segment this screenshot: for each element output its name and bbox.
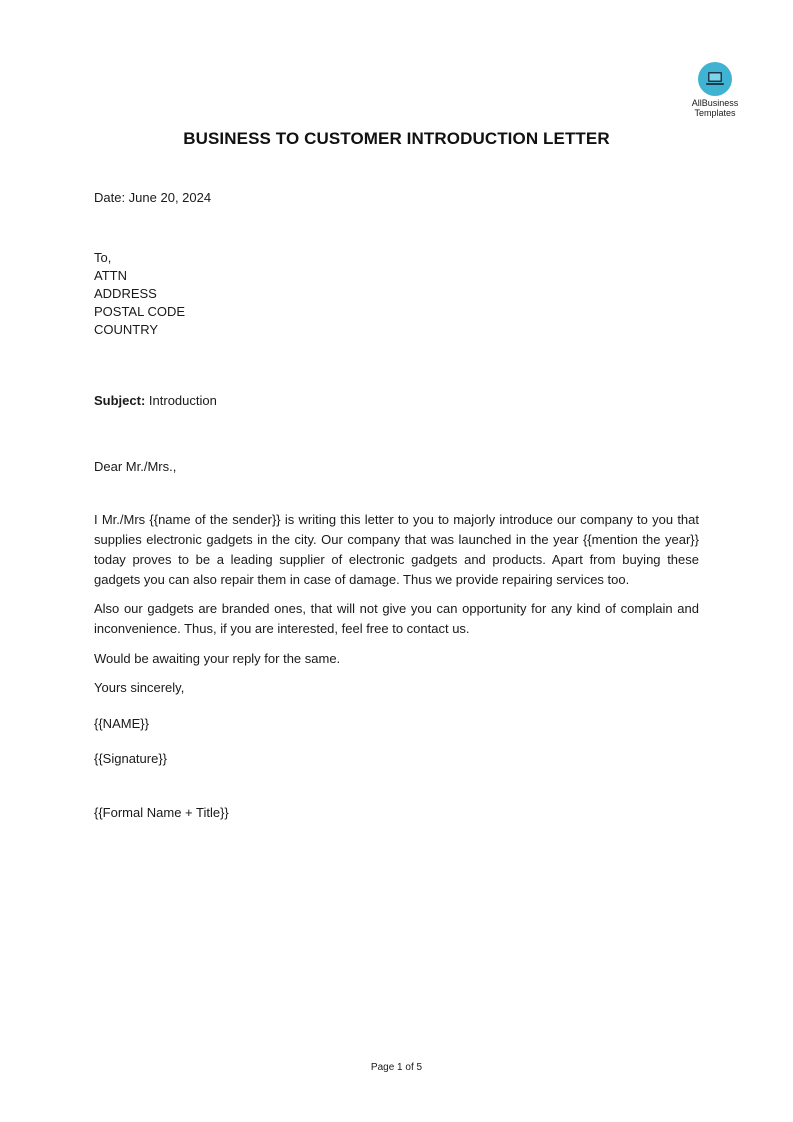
- name-placeholder: {{NAME}}: [94, 716, 149, 731]
- formal-name-placeholder: {{Formal Name + Title}}: [94, 805, 229, 820]
- body-paragraph-2: Also our gadgets are branded ones, that will not give you can opportunity for any kind of complain and inconvenience. Thus, if you are interested, feel free to contact us.: [94, 601, 699, 636]
- brand-logo-line1: AllBusiness: [691, 98, 739, 108]
- letter-date: Date: June 20, 2024: [94, 190, 212, 205]
- address-to: To,: [94, 250, 112, 265]
- subject-label: Subject:: [94, 393, 146, 408]
- signature-placeholder: {{Signature}}: [94, 751, 168, 766]
- address-line: ADDRESS: [94, 286, 157, 301]
- body-paragraph-1: I Mr./Mrs {{name of the sender}} is writing this letter to you to majorly introduce our company to you that supplies electronic gadgets in the city. Our company that was launched in the year {{mention the year}} today proves to be a leading supplier of electronic gadgets and products. Apart from buying these gadgets you can also repair them in case of damage. Thus we provide repairing services too.: [94, 512, 699, 587]
- body-paragraph-3: Would be awaiting your reply for the same.: [94, 651, 341, 666]
- recipient-address: [94, 249, 185, 339]
- address-attn: ATTN: [94, 268, 127, 283]
- subject-value: Introduction: [145, 393, 217, 408]
- brand-logo-text: [684, 98, 746, 118]
- brand-logo: [684, 62, 746, 118]
- subject-line: [94, 392, 217, 410]
- brand-logo-line2: Templates: [694, 108, 736, 118]
- salutation: Dear Mr./Mrs.,: [94, 459, 177, 474]
- address-country: COUNTRY: [94, 322, 159, 337]
- address-postal-code: POSTAL CODE: [94, 304, 186, 319]
- page-number: Page 1 of 5: [370, 1062, 423, 1073]
- closing: Yours sincerely,: [94, 680, 185, 695]
- document-title: BUSINESS TO CUSTOMER INTRODUCTION LETTER: [183, 129, 610, 148]
- laptop-icon: [698, 62, 732, 96]
